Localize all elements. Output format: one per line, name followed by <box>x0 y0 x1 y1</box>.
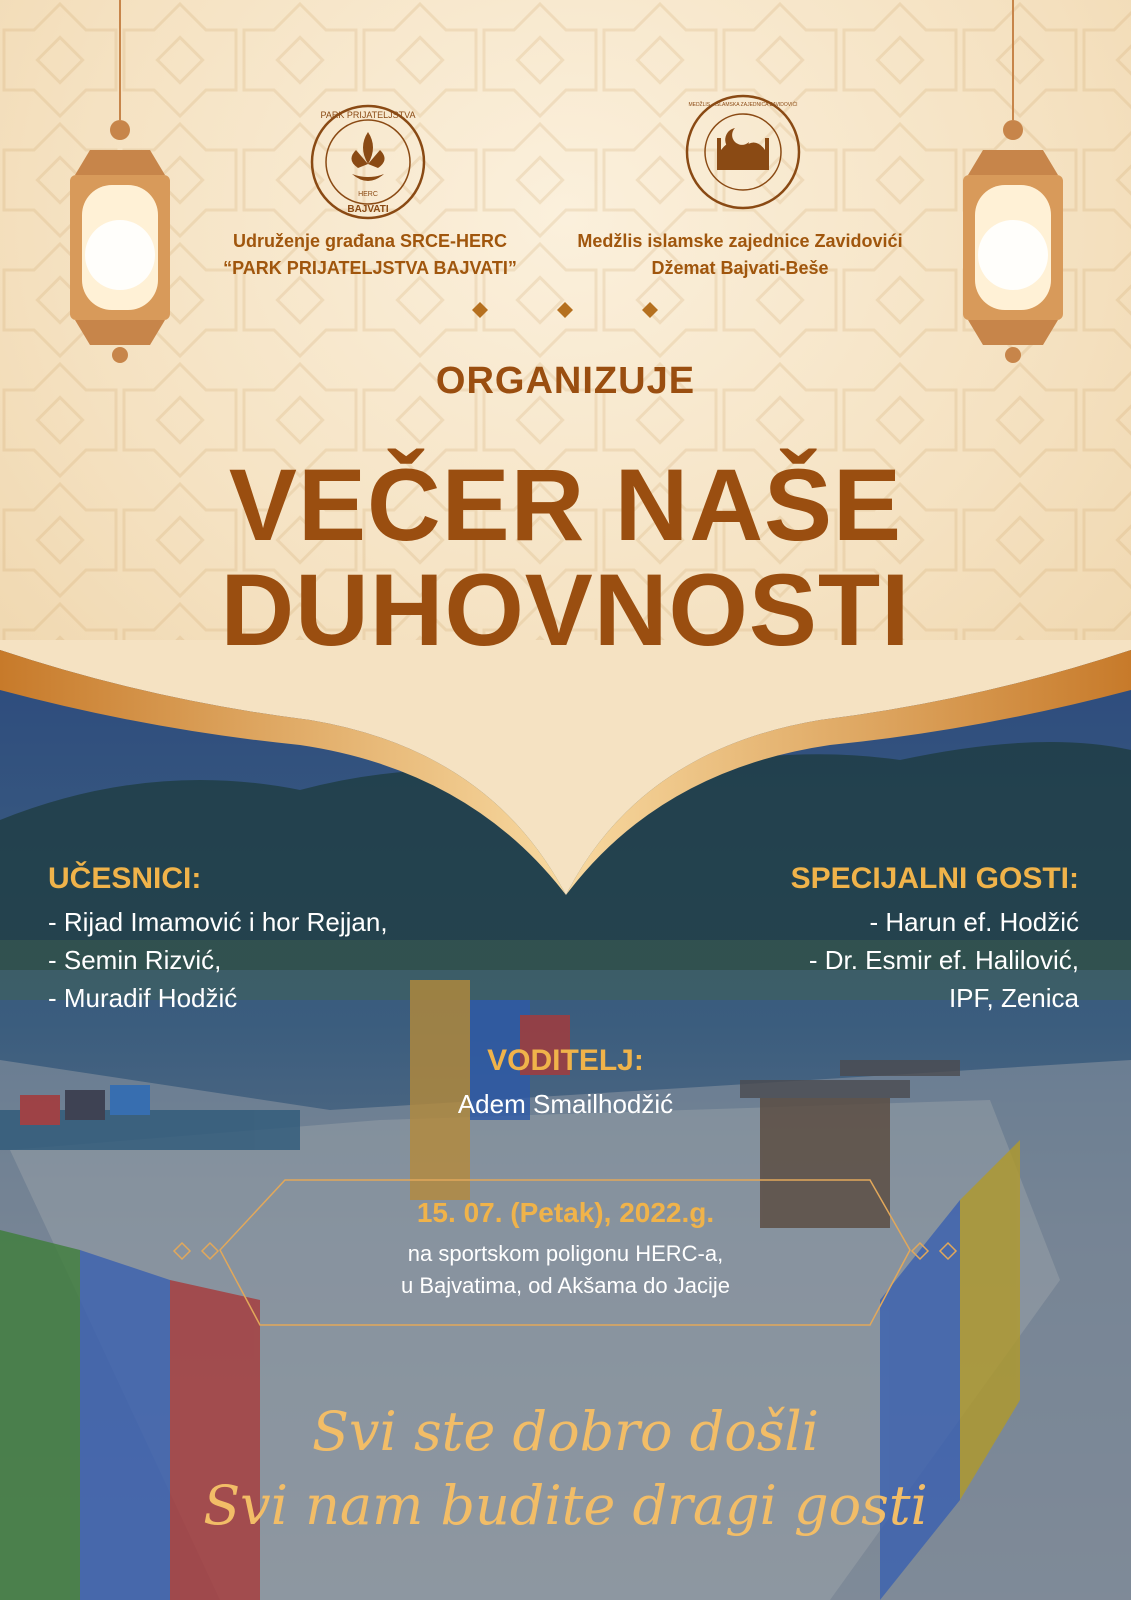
participant-item: - Muradif Hodžić <box>48 983 238 1013</box>
logo-right-ring-text: MEDŽLIS · ISLAMSKA ZAJEDNICA ZAVIDOVIĆI <box>688 102 798 108</box>
guest-item: - Harun ef. Hodžić <box>869 907 1079 937</box>
organizer-left-line1: Udruženje građana SRCE-HERC <box>232 231 508 251</box>
park-prijateljstva-logo <box>308 102 428 222</box>
event-place-line1: na sportskom poligonu HERC-a, <box>407 1241 724 1266</box>
organizer-left <box>195 228 545 282</box>
lantern-left-icon <box>50 0 190 380</box>
event-title-line2: DUHOVNOSTI <box>220 553 911 667</box>
event-place-line2: u Bajvatima, od Akšama do Jacije <box>401 1273 730 1298</box>
logo-left-bottom-text: BAJVATI <box>347 204 389 215</box>
host-heading: VODITELJ: <box>487 1044 644 1077</box>
organizuje-label: ORGANIZUJE <box>435 360 696 402</box>
organizer-right-line2: Džemat Bajvati-Beše <box>651 258 829 278</box>
guests-list <box>809 903 1079 1017</box>
organizer-right <box>555 228 925 282</box>
organizer-left-line2: “PARK PRIJATELJSTVA BAJVATI” <box>223 258 517 278</box>
diamond-divider-icon <box>465 300 665 320</box>
participants-heading: UČESNICI: <box>48 862 202 895</box>
guests-heading: SPECIJALNI GOSTI: <box>790 862 1079 895</box>
welcome-line1: Svi ste dobro došli <box>312 1400 819 1463</box>
organizer-right-line1: Medžlis islamske zajednice Zavidovići <box>577 231 903 251</box>
medzlis-logo <box>683 92 803 212</box>
logo-left-top-text: PARK PRIJATELJSTVA <box>320 110 416 120</box>
participant-item: - Semin Rizvić, <box>48 945 222 975</box>
logo-left-mid-text: HERC <box>358 191 378 198</box>
participant-item: - Rijad Imamović i hor Rejjan, <box>48 907 388 937</box>
participants-list <box>48 903 388 1017</box>
guest-item: IPF, Zenica <box>948 983 1079 1013</box>
host-name: Adem Smailhodžić <box>457 1089 674 1119</box>
lantern-right-icon <box>943 0 1083 380</box>
guest-item: - Dr. Esmir ef. Halilović, <box>808 945 1079 975</box>
event-title-line1: VEČER NAŠE <box>228 448 903 562</box>
event-date: 15. 07. (Petak), 2022.g. <box>416 1197 715 1228</box>
welcome-line2: Svi nam budite dragi gosti <box>203 1474 928 1537</box>
